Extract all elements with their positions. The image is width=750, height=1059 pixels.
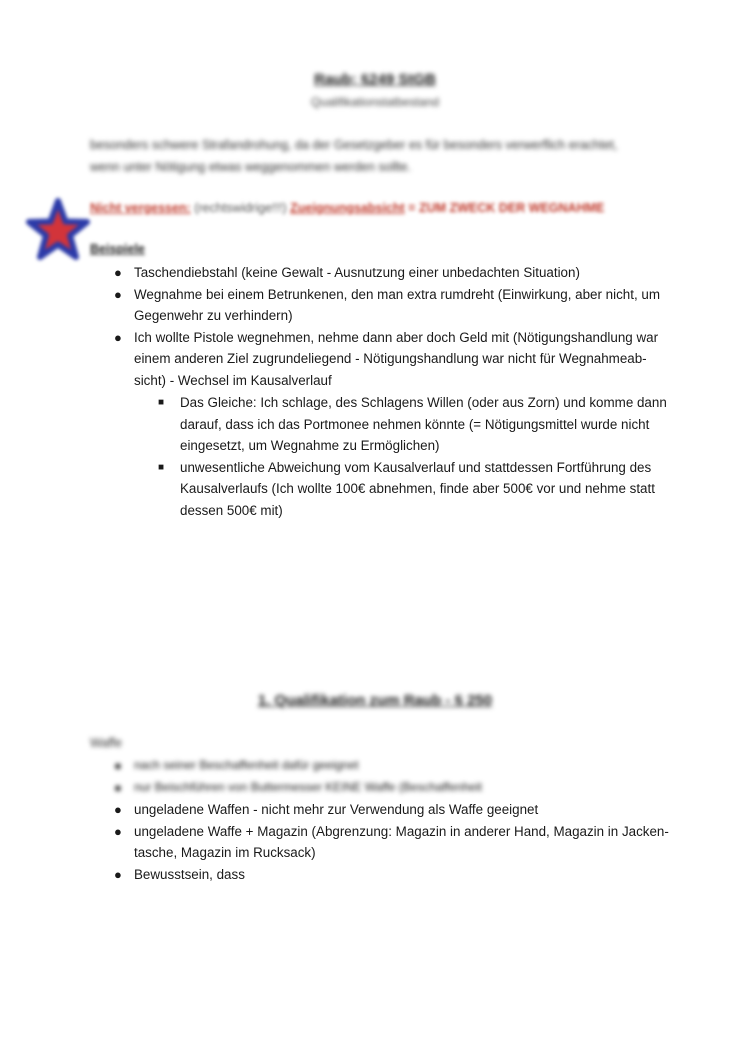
examples-label: Beispiele: [90, 242, 145, 256]
list-item: ● Ich wollte Pistole wegnehmen, nehme dann aber doch Geld mit (Nötigungshandlung war einem anderen Ziel zugrundeliegend - Nötigungshandlung war nicht für Wegnahmeab- sicht) - Wechsel im Kausalverlauf: [134, 327, 704, 392]
weapon-list: [114, 799, 704, 885]
intro-line-1: besonders schwere Strafandrohung, da der Gesetzgeber es für besonders verwerflich erachtet,: [90, 138, 618, 152]
bullet-dot: ●: [114, 286, 122, 302]
list-item: ● Wegnahme bei einem Betrunkenen, den man extra rumdreht (Einwirkung, aber nicht, um Gegenwehr zu verhindern): [134, 284, 704, 327]
note-intent: Zueignungsabsicht: [290, 201, 405, 215]
bullet-dot: ●: [114, 329, 122, 345]
intro-paragraph: [90, 134, 680, 178]
weapon-label: Waffe: [90, 736, 122, 750]
star-icon: [26, 198, 90, 262]
weapon-list-blurred: [114, 755, 694, 798]
section1-title: Raub; §249 StGB: [314, 71, 436, 88]
note-purpose: = ZUM ZWECK DER WEGNAHME: [408, 201, 605, 215]
note-reminder: Nicht vergessen:: [90, 201, 191, 215]
list-item: ■ unwesentliche Abweichung vom Kausalverlauf und stattdessen Fortführung des Kausalverlaufs (Ich wollte 100€ abnehmen, finde aber 500€ vor und nehme statt dessen 500€ mit): [180, 457, 700, 522]
list-item: ● ungeladene Waffen - nicht mehr zur Verwendung als Waffe geeignet: [134, 799, 704, 821]
bullet-dot: ●: [114, 823, 122, 839]
bullet-dot: ●: [114, 265, 122, 280]
examples-list: [114, 262, 704, 391]
list-item: ● Bewusstsein, dass: [134, 864, 704, 886]
note-unlawful: (rechtswidrige!!!): [194, 201, 287, 215]
intro-line-2: wenn unter Nötigung etwas weggenommen werden sollte.: [90, 160, 412, 174]
section2-title: 1. Qualifikation zum Raub - § 250: [257, 692, 493, 709]
examples-sublist: [158, 392, 700, 521]
section1-subtitle: Qualifikationstatbestand: [310, 95, 440, 109]
list-item: ● ungeladene Waffe + Magazin (Abgrenzung: Magazin in anderer Hand, Magazin in Jacken- tasche, Magazin im Rucksack): [134, 821, 704, 864]
bullet-square: ■: [158, 461, 165, 473]
bullet-square: ■: [158, 397, 165, 408]
list-item: ● nur Beischführen von Buttermesser KEINE Waffe (Beschaffenheit: [134, 777, 694, 799]
bullet-dot: ●: [114, 758, 122, 773]
bullet-dot: ●: [114, 866, 122, 882]
note-line: [90, 198, 690, 218]
list-item: ● Taschendiebstahl (keine Gewalt - Ausnutzung einer unbedachten Situation): [134, 262, 704, 284]
bullet-dot: ●: [114, 802, 122, 817]
list-item: ● nach seiner Beschaffenheit dafür geeignet: [134, 755, 694, 777]
list-item: ■ Das Gleiche: Ich schlage, des Schlagens Willen (oder aus Zorn) und komme dann darauf, dass ich das Portmonee nehmen könnte (= Nötigungsmittel wurde nicht eingesetzt, um Wegnahme zu Ermöglichen): [180, 392, 700, 457]
bullet-dot: ●: [114, 779, 122, 795]
